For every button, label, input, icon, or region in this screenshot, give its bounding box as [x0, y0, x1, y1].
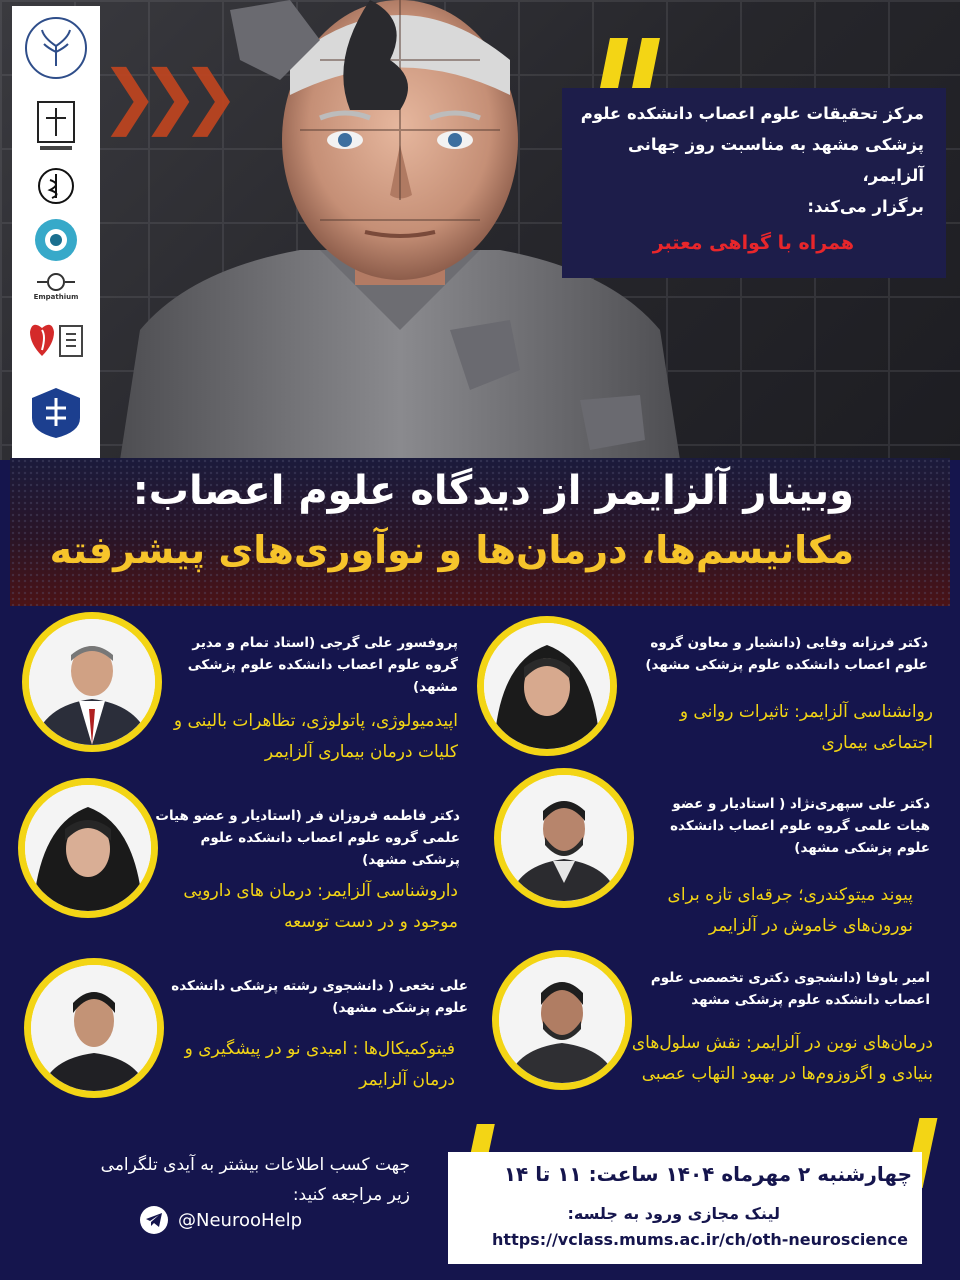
speaker-photo-gorji	[22, 612, 162, 752]
speaker-topic-vafaei: روانشناسی آلزایمر: تاثیرات روانی و اجتماعی بیماری	[679, 702, 933, 753]
telegram-handle-row[interactable]	[140, 1206, 302, 1234]
speaker-photo-sepehrinejad	[494, 768, 634, 908]
telegram-handle[interactable]: @NeurooHelp	[178, 1209, 303, 1231]
quote-mark-icon	[600, 38, 670, 88]
organizer-line-3: برگزار می‌کند:	[807, 197, 924, 216]
empathium-logo-wordmark: Empathium	[33, 293, 79, 301]
speaker-topic-nakhaei: فیتوکمیکال‌ها : امیدی نو در پیشگیری و درمان آلزایمر	[184, 1039, 455, 1090]
medical-emblem-logo	[36, 166, 76, 206]
speaker-photo-vafaei	[477, 616, 617, 756]
speaker-topic-gorji: اپیدمیولوژی، پاتولوژی، تظاهرات بالینی و کلیات درمان بیماری آلزایمر	[173, 711, 458, 762]
speaker-name-sepehrinejad: دکتر علی سپهری‌نژاد ( استادیار و عضو هیات علمی گروه علوم اعصاب دانشکده علوم پزشکی مشهد)	[670, 796, 930, 856]
webinar-title-band	[10, 458, 950, 606]
certificate-note: همراه با گواهی معتبر	[652, 232, 854, 254]
speaker-name-vafaei: دکتر فرزانه وفایی (دانشیار و معاون گروه علوم اعصاب دانشکده علوم پزشکی مشهد)	[645, 635, 928, 673]
contact-info: جهت کسب اطلاعات بیشتر به آیدی تلگرامی زیر مراجعه کنید:	[100, 1155, 410, 1205]
webinar-title: وبینار آلزایمر از دیدگاه علوم اعصاب:	[132, 468, 854, 514]
speaker-topic-forouzanfar: داروشناسی آلزایمر: درمان های دارویی موجود و در دست توسعه	[183, 881, 458, 932]
speaker-name-gorji: پروفسور علی گرجی (استاد تمام و مدیر گروه علوم اعصاب دانشکده علوم پزشکی مشهد)	[187, 635, 458, 695]
speaker-name-nakhaei: علی نخعی ( دانشجوی رشته پزشکی دانشکده علوم پزشکی مشهد)	[171, 978, 468, 1016]
organizer-line-1: مرکز تحقیقات علوم اعصاب دانشکده علوم	[580, 104, 924, 123]
heart-apple-logo	[26, 316, 86, 366]
speaker-photo-bavafa	[492, 950, 632, 1090]
webinar-subtitle: مکانیسم‌ها، درمان‌ها و نوآوری‌های پیشرفته	[49, 528, 854, 572]
session-link-label: لینک مجازی ورود به جلسه:	[567, 1204, 780, 1223]
hero-banner	[0, 0, 960, 460]
university-seal-logo	[34, 98, 78, 156]
university-crest-logo	[28, 384, 84, 440]
speaker-name-forouzanfar: دکتر فاطمه فروزان فر (استادیار و عضو هیات علمی گروه علوم اعصاب دانشکده علوم پزشکی مشهد)	[155, 808, 460, 868]
speaker-name-bavafa: امیر باوفا (دانشجوی دکتری تخصصی علوم اعصاب دانشکده علوم پزشکی مشهد	[650, 970, 930, 1008]
brain-tree-logo	[24, 16, 88, 80]
globe-logo	[32, 216, 80, 264]
empathium-logo	[27, 272, 85, 302]
telegram-icon	[140, 1206, 168, 1234]
partner-logo-strip	[12, 6, 100, 458]
session-link-url[interactable]: https://vclass.mums.ac.ir/ch/oth-neuroscience	[492, 1230, 908, 1249]
speaker-photo-nakhaei	[24, 958, 164, 1098]
organizer-info-box	[562, 88, 946, 278]
session-date-time: چهارشنبه ۲ مهرماه ۱۴۰۴ ساعت: ۱۱ تا ۱۴	[503, 1162, 912, 1186]
arrow-decoration: ❯❯❯	[100, 55, 222, 137]
organizer-line-2: پزشکی مشهد به مناسبت روز جهانی آلزایمر،	[627, 135, 924, 185]
speaker-photo-forouzanfar	[18, 778, 158, 918]
session-info-box	[448, 1152, 922, 1264]
speaker-topic-bavafa: درمان‌های نوین در آلزایمر: نقش سلول‌های بنیادی و اگزوزوم‌ها در بهبود التهاب عصبی	[631, 1033, 933, 1084]
speaker-topic-sepehrinejad: پیوند میتوکندری؛ جرقه‌ای تازه برای نورون‌های خاموش در آلزایمر	[667, 885, 913, 936]
